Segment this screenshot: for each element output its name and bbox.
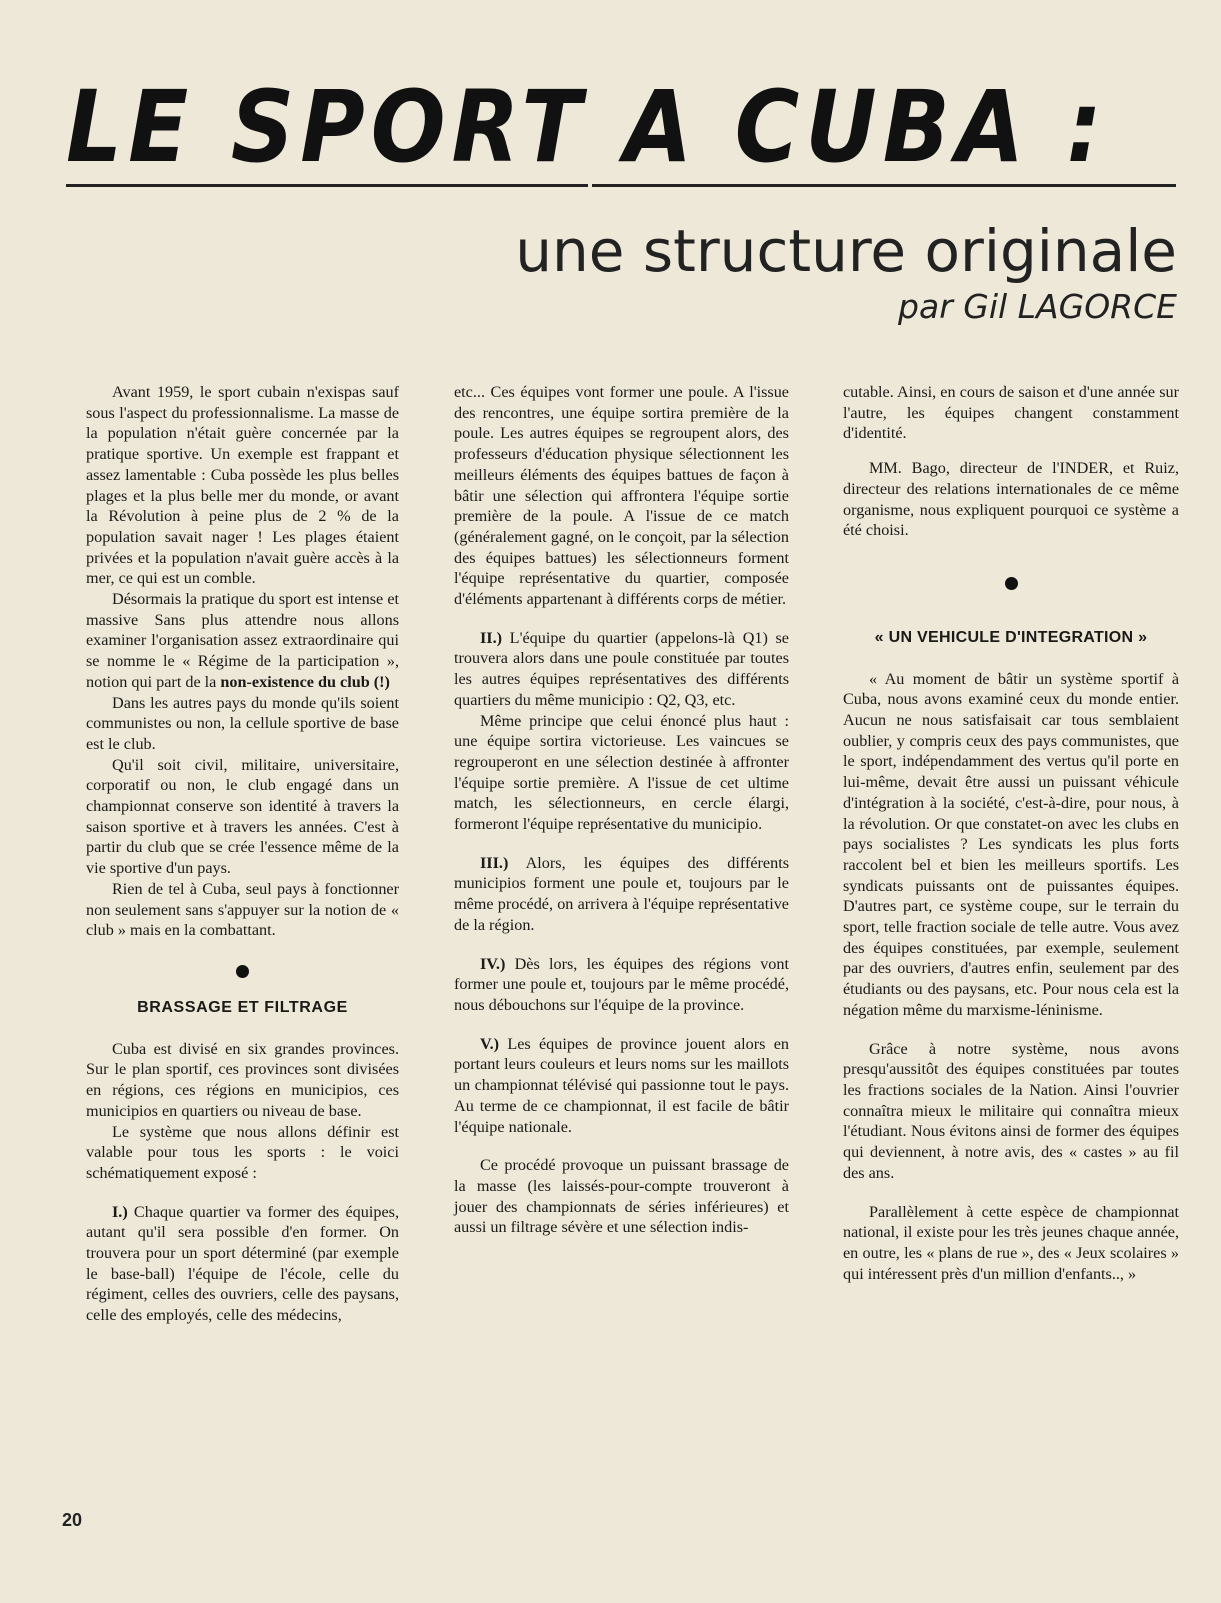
paragraph: Parallèlement à cette espèce de championnat national, il existe pour les très jeunes chaque année, en outre, les « plans de rue », des « Jeux scolaires » qui intéressent près d'un million d'enfants.., » bbox=[843, 1202, 1179, 1283]
section-heading: BRASSAGE ET FILTRAGE bbox=[137, 998, 348, 1016]
step-number: I.) bbox=[112, 1202, 128, 1221]
article-title: LE SPORT A CUBA : bbox=[66, 69, 1108, 185]
paragraph: Avant 1959, le sport cubain n'exispas sauf sous l'aspect du professionnalisme. La masse de la population n'était guère concernée par la pratique sportive. Un exemple est frappant et assez lamentable : Cuba possède les plus belles plages et la plus belle mer du monde, or avant la Révolution à peine plus de 2 % de la population savait nager ! Les plages étaient privées et la population n'avait guère accès à la mer, ce qui est un comble. bbox=[86, 383, 399, 588]
paragraph: cutable. Ainsi, en cours de saison et d'une année sur l'autre, les équipes changent constamment d'identité. bbox=[843, 383, 1179, 443]
text-column-3 bbox=[843, 382, 1179, 1284]
paragraph: Cuba est divisé en six grandes provinces. Sur le plan sportif, ces provinces sont divisées en régions, ces régions en municipios, ces municipios en quartiers ou niveau de base. bbox=[86, 1039, 399, 1120]
paragraph-text: Désormais la pratique du sport est intense et massive Sans plus attendre nous allons examiner l'organisation assez extraordinaire qui se nomme le « Régime de la participation », notion qui part de la bbox=[86, 590, 399, 691]
paragraph: MM. Bago, directeur de l'INDER, et Ruiz, directeur des relations internationales de ce même organisme, nous expliquent pourquoi ce système a été choisi. bbox=[843, 459, 1179, 540]
section-heading: « UN VEHICULE D'INTEGRATION » bbox=[874, 628, 1148, 646]
page-number: 20 bbox=[62, 1510, 83, 1530]
step-number: IV.) bbox=[480, 954, 506, 973]
paragraph: etc... Ces équipes vont former une poule. A l'issue des rencontres, une équipe sortira première de la poule. Les autres équipes se regroupent alors, des professeurs d'éducation physique sélectionnent les meilleurs éléments des équipes battues de façon à bâtir une sélection qui affrontera l'équipe sortie première de la poule. A l'issue de ce match (généralement gagné, on le conçoit, par la sélection des équipes battues) les sélectionneurs forment l'équipe représentative du quartier, composée d'éléments appartenant à différents corps de métier. bbox=[454, 383, 789, 609]
paragraph-text: L'équipe du quartier (appelons-là Q1) se trouvera alors dans une poule constituée par toutes les autres équipes représentatives des différents quartiers du même municipio : Q2, Q3, etc. bbox=[454, 628, 789, 709]
text-column-2 bbox=[454, 382, 789, 1238]
article-byline: par Gil LAGORCE bbox=[898, 287, 1177, 326]
paragraph bbox=[86, 1202, 399, 1326]
paragraph-text: Dès lors, les équipes des régions vont former une poule et, toujours par le même procédé, nous débouchons sur l'équipe de la province. bbox=[454, 954, 789, 1014]
paragraph: Qu'il soit civil, militaire, universitaire, corporatif ou non, le club engagé dans un championnat conserve son identité à travers la saison sportive et à travers les années. C'est à partir du club que se crée l'essence même de la vie sportive d'un pays. bbox=[86, 755, 399, 878]
paragraph: Grâce à notre système, nous avons presqu'aussitôt des équipes constituées par toutes les fractions sociales de la Nation. Ainsi l'ouvrier connaîtra mieux le militaire qui connaîtra mieux l'étudiant. Nous évitons ainsi de former des équipes qui deviennent, à notre avis, des « castes » au fil des ans. bbox=[843, 1039, 1179, 1182]
paragraph-text: Les équipes de province jouent alors en portant leurs couleurs et leurs noms sur les maillots un championnat télévisé qui passionne tout le pays. Au terme de ce championnat, il est facile de bâtir l'équipe nationale. bbox=[454, 1034, 789, 1136]
paragraph bbox=[86, 589, 399, 693]
paragraph: Même principe que celui énoncé plus haut : une équipe sortira victorieuse. Les vaincues se regrouperont en une sélection destinée à affronter l'équipe sortie première. A l'issue de cet ultime match, les sélectionneurs, en cercle élargi, formeront l'équipe représentative du municipio. bbox=[454, 711, 789, 834]
paragraph bbox=[454, 853, 789, 936]
section-bullet-icon bbox=[1005, 577, 1018, 590]
paragraph: Le système que nous allons définir est valable pour tous les sports : le voici schématiquement exposé : bbox=[86, 1122, 399, 1182]
paragraph: « Au moment de bâtir un système sportif à Cuba, nous avons examiné ceux du monde entier. Aucun ne nous satisfaisait car tous semblaient oublier, y compris ceux des pays communistes, que le sport, indépendamment des vertus qu'il porte en lui-même, devait être aussi un puissant véhicule d'intégration à la société, c'est-à-dire, pour nous, à la révolution. Or que constatet-on avec les clubs en pays socialistes ? Les syndicats les plus forts raccolent bel et bien les meilleurs sportifs. Les syndicats puissants ont de puissantes équipes. D'autres part, ce système coupe, sur le terrain du sport, telle fraction sociale de telle autre. Vous avez des équipes constituées, par exemple, seulement par des ouvriers, d'autres enfin, seulement par des étudiants ou des paysans, etc. Pour nous cela est la négation même du marxisme-léninisme. bbox=[843, 669, 1179, 1019]
title-rule-left bbox=[66, 184, 588, 187]
section-bullet-icon bbox=[236, 965, 249, 978]
step-number: V.) bbox=[480, 1034, 500, 1053]
article-subtitle: une structure originale bbox=[515, 217, 1177, 285]
paragraph: Dans les autres pays du monde qu'ils soient communistes ou non, la cellule sportive de base est le club. bbox=[86, 693, 399, 753]
title-rule-right bbox=[592, 184, 1176, 187]
paragraph-text: Alors, les équipes des différents municipios forment une poule et, toujours par le même procédé, on arrivera à l'équipe représentative de la région. bbox=[454, 853, 789, 934]
paragraph: Ce procédé provoque un puissant brassage de la masse (les laissés-pour-compte trouveront à jouer des championnats de séries inférieures) et aussi un filtrage sévère et une sélection indis- bbox=[454, 1156, 789, 1237]
text-column-1 bbox=[86, 382, 399, 1326]
paragraph bbox=[454, 1034, 789, 1138]
paragraph bbox=[454, 628, 789, 711]
step-number: III.) bbox=[480, 853, 509, 872]
step-number: II.) bbox=[480, 628, 503, 647]
paragraph-text: Chaque quartier va former des équipes, autant qu'il sera possible d'en former. On trouvera pour un sport déterminé (par exemple le base-ball) l'équipe de l'école, celle du régiment, celles des ouvriers, celle des paysans, celle des employés, celle des médecins, bbox=[86, 1202, 399, 1325]
paragraph: Rien de tel à Cuba, seul pays à fonctionner non seulement sans s'appuyer sur la notion de « club » mais en la combattant. bbox=[86, 879, 399, 940]
paragraph bbox=[454, 954, 789, 1016]
emphasis-text: non-existence du club (!) bbox=[220, 672, 390, 691]
